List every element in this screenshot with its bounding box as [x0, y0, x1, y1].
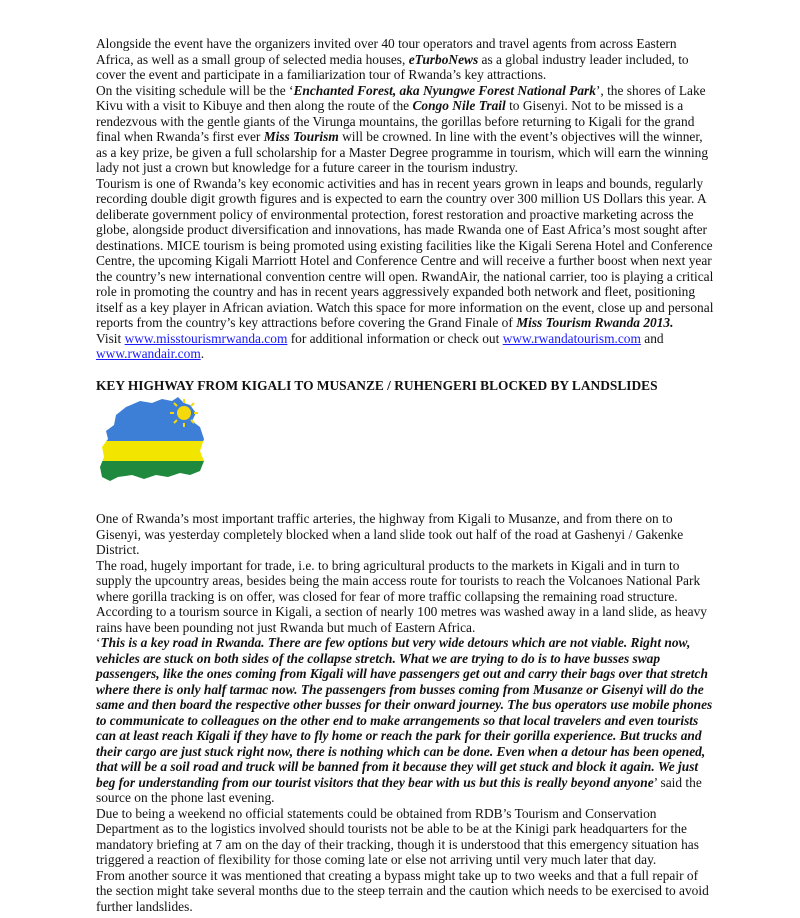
- text: ‘: [96, 635, 101, 650]
- publication-name: eTurboNews: [408, 51, 479, 67]
- article: [96, 36, 716, 914]
- emphasis-miss-tourism: Miss Tourism: [263, 129, 339, 144]
- emphasis-congo-nile-trail: Congo Nile Trail: [412, 98, 506, 113]
- paragraph-tourism-source: According to a tourism source in Kigali, a section of nearly 100 metres was washed away in a land slide, as heavy rains have been pounding not just Rwanda but much of Eastern Africa.: [96, 604, 707, 635]
- paragraph-quote: [96, 635, 716, 806]
- text: will be crowned. In line with the event’s objectives will the winner, as a key prize, be given a full scholarship for a Master Degree programme in tourism, which will earn the winning lady not just a crown but knowledge for a future career in the tourism industry.: [96, 129, 709, 175]
- paragraph-rdb-statement: Due to being a weekend no official statements could be obtained from RDB’s Tourism and Conservation Department as to the logistics involved should tourists not be able to be at the Kinigi park headquarters for the mandatory briefing at 7 am on the day of their tracking, though it is understood that this emergency situation has triggered a reaction of flexibility for those coming late or else not arriving until very much later that day.: [96, 805, 699, 867]
- link-misstourismrwanda[interactable]: www.misstourismrwanda.com: [124, 330, 288, 346]
- paragraph-links: [96, 331, 716, 362]
- text: for additional information or check out: [287, 330, 503, 346]
- link-rwandair[interactable]: www.rwandair.com: [96, 346, 201, 361]
- text: ’ said the source on the phone last evening.: [96, 774, 702, 805]
- text: Tourism is one of Rwanda’s key economic activities and has in recent years grown in leaps and bounds, regularly recording double digit growth figures and is expected to earn the country over 300 million US Dollars this year. A deliberate government policy of environmental protection, forest restoration and proactive marketing across the globe, alongside product diversification and innovations, has made Rwanda one of East Africa’s most sought after destinations. MICE tourism is being promoted using existing facilities like the Kigali Serena Hotel and Conference Centre, the upcoming Kigali Marriott Hotel and Conference Centre and will receive a further boost when next year the country’s new international convention centre will open. RwandAir, the national carrier, too is playing a critical role in promoting the country and has in recent years aggressively expanded both network and fleet, positioning itself as a key player in African aviation. Watch this space for more information on the event, close up and personal reports from the country’s key attractions before covering the Grand Finale of: [96, 175, 714, 330]
- section-heading: KEY HIGHWAY FROM KIGALI TO MUSANZE / RUHENGERI BLOCKED BY LANDSLIDES: [96, 377, 658, 393]
- paragraph-event-invitations: [96, 36, 716, 83]
- paragraph-bypass: From another source it was mentioned that creating a bypass might take up to two weeks and that a full repair of the section might take several months due to the steep terrain and the caution which needs to be exercised to avoid further landslides.: [96, 867, 709, 914]
- text: .: [200, 346, 205, 361]
- paragraph-visiting-schedule: [96, 83, 716, 176]
- emphasis-nyungwe: Enchanted Forest, aka Nyungwe Forest National Park: [293, 82, 596, 98]
- text: and: [640, 330, 664, 346]
- link-rwandatourism[interactable]: www.rwandatourism.com: [502, 330, 641, 346]
- emphasis-grand-finale: Miss Tourism Rwanda 2013.: [516, 315, 674, 330]
- paragraph-road-importance: The road, hugely important for trade, i.e. to bring agricultural products to the markets in Kigali and in turn to supply the upcountry areas, besides being the main access route for tourists to reach the Volcanoes National Park where gorilla tracking is on offer, was closed for fear of more traffic collapsing the remaining road structure.: [96, 557, 701, 604]
- text: On the visiting schedule will be the ‘: [96, 82, 294, 98]
- rwanda-map-flag-icon: [96, 395, 716, 487]
- text: Alongside the event have the organizers invited over 40 tour operators and travel agents from across Eastern Africa, as well as a small group of selected media houses,: [96, 36, 677, 67]
- paragraph-highway-blocked: One of Rwanda’s most important traffic arteries, the highway from Kigali to Musanze, and from there on to Gisenyi, was yesterday completely blocked when a land slide took out half of the road at Gashenyi / Gakenke District.: [96, 511, 684, 557]
- quoted-statement: This is a key road in Rwanda. There are few options but very wide detours which are not viable. Right now, vehicles are stuck on both sides of the collapse stretch. What we are trying to do is to have busses swap passengers, like the ones coming from Kigali will have passengers get out and carry their bags over that stretch where there is only half tarmac now. The passengers from busses coming from Musanze or Gisenyi will do the same and then board the respective other busses for their onward journey. The bus operators use mobile phones to communicate to colleagues on the other end to make arrangements so that local travelers and even tourists can at least reach Kigali if they have to fly home or reach the park for their gorilla experience. But trucks and their cargo are just stuck right now, there is nothing which can be done. Even when a detour has been opened, that will be a soil road and truck will be banned from it because they will get stuck and block it again. We just beg for understanding from our tourist visitors that they bear with us but this is really beyond anyone: [96, 635, 713, 790]
- text: ’, the shores of Lake Kivu with a visit to Kibuye and then along the route of the: [96, 82, 706, 113]
- text: to Gisenyi. Not to be missed is a rendezvous with the gentle giants of the Virunga mountains, the gorillas before returning to Kigali for the grand final when Rwanda’s first ever: [96, 98, 695, 144]
- text: as a global industry leader included, to cover the event and participate in a familiarization tour of Rwanda’s key attractions.: [96, 51, 689, 82]
- paragraph-tourism-economy: [96, 176, 716, 331]
- text: Visit: [96, 330, 125, 346]
